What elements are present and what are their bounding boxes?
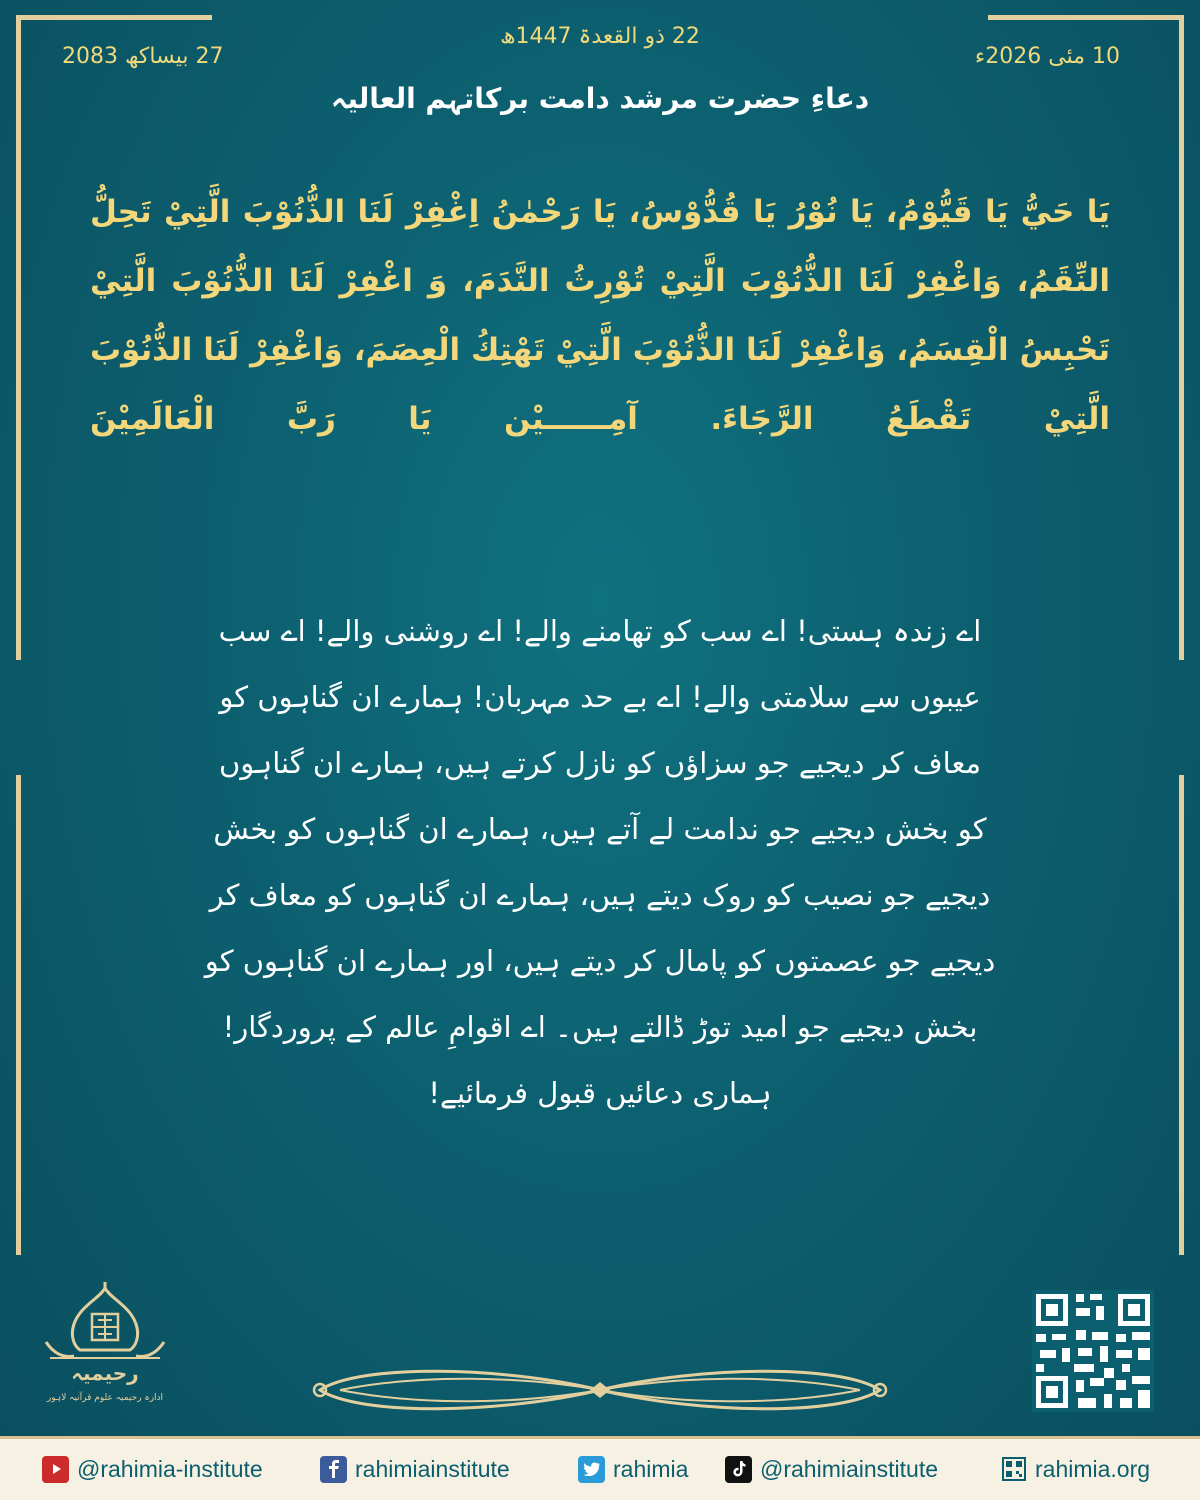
twitter-link[interactable] (578, 1453, 688, 1485)
footer-bar (0, 1439, 1200, 1500)
logo-name: رحیمیہ (71, 1361, 139, 1385)
facebook-handle: rahimiainstitute (355, 1455, 510, 1482)
tiktok-link[interactable] (725, 1453, 938, 1485)
youtube-link[interactable] (42, 1453, 263, 1485)
youtube-handle: @rahimia-institute (77, 1455, 263, 1482)
facebook-icon (320, 1456, 347, 1483)
facebook-link[interactable] (320, 1453, 510, 1485)
logo-subtitle: ادارہ رحیمیہ علوم قرآنیہ لاہور (46, 1393, 164, 1403)
qr-code[interactable] (1032, 1290, 1154, 1412)
page-title: دعاءِ حضرت مرشد دامت برکاتہم العالیہ (330, 82, 870, 115)
ornament-scroll-icon (300, 1360, 900, 1420)
urdu-translation: اے زندہ ہستی! اے سب کو تھامنے والے! اے روشنی والے! اے سب عیبوں سے سلامتی والے! اے بے حد مہربان! ہمارے ان گناہوں کو معاف کر دیجیے جو سزاؤں کو نازل کرتے ہیں، ہمارے ان گناہوں کو بخش دیجیے جو ندامت لے آتے ہیں، ہمارے ان گناہوں کو بخش دیجیے جو نصیب کو روک دیتے ہیں، ہمارے ان گناہوں کو معاف کر دیجیے جو عصمتوں کو پامال کر دیتے ہیں، اور ہمارے ان گناہوں کو بخش دیجیے جو امید توڑ ڈالتے ہیں۔ اے اقوامِ عالم کے پروردگار! ہماری دعائیں قبول فرمائیے! (204, 614, 996, 1110)
twitter-icon (578, 1456, 605, 1483)
frame-right-bottom (1179, 775, 1184, 1255)
website-url: rahimia.org (1035, 1455, 1151, 1482)
ornament-divider (300, 1360, 900, 1420)
hijri-date: 22 ذو القعدۃ 1447ھ (500, 24, 700, 49)
arabic-dua: يَا حَيُّ يَا قَيُّوْمُ، يَا نُوْرُ يَا قُدُّوْسُ، يَا رَحْمٰنُ اِغْفِرْ لَنَا الذُّنُوْبَ الَّتِيْ تَحِلُّ النِّقَمُ، وَاغْفِرْ لَنَا الذُّنُوْبَ الَّتِيْ تُوْرِثُ النَّدَمَ، وَ اغْفِرْ لَنَا الذُّنُوْبَ الَّتِيْ تَحْبِسُ الْقِسَمُ، وَاغْفِرْ لَنَا الذُّنُوْبَ الَّتِيْ تَهْتِكُ الْعِصَمَ، وَاغْفِرْ لَنَا الذُّنُوْبَ الَّتِيْ تَقْطَعُ الرَّجَاءَ. آمِــــــيْن يَا رَبَّ الْعَالَمِيْنَ (90, 194, 1110, 437)
tiktok-icon (725, 1456, 752, 1483)
frame-left-bottom (16, 775, 21, 1255)
frame-right-top (1179, 15, 1184, 660)
gregorian-date: 10 مئی 2026ء (974, 44, 1120, 69)
tiktok-handle: @rahimiainstitute (760, 1455, 939, 1482)
web-qr-icon (1000, 1456, 1027, 1483)
qr-code-icon (1032, 1290, 1154, 1412)
rahimia-dome-logo-icon (40, 1280, 170, 1410)
website-link[interactable] (1000, 1453, 1150, 1485)
frame-left-top (16, 15, 21, 660)
bikrami-date: 27 بیساکھ 2083 (62, 44, 224, 69)
rahimia-logo (40, 1280, 170, 1410)
frame-top-left (16, 15, 212, 20)
youtube-icon (42, 1456, 69, 1483)
frame-top-right (988, 15, 1184, 20)
twitter-handle: rahimia (613, 1455, 689, 1482)
